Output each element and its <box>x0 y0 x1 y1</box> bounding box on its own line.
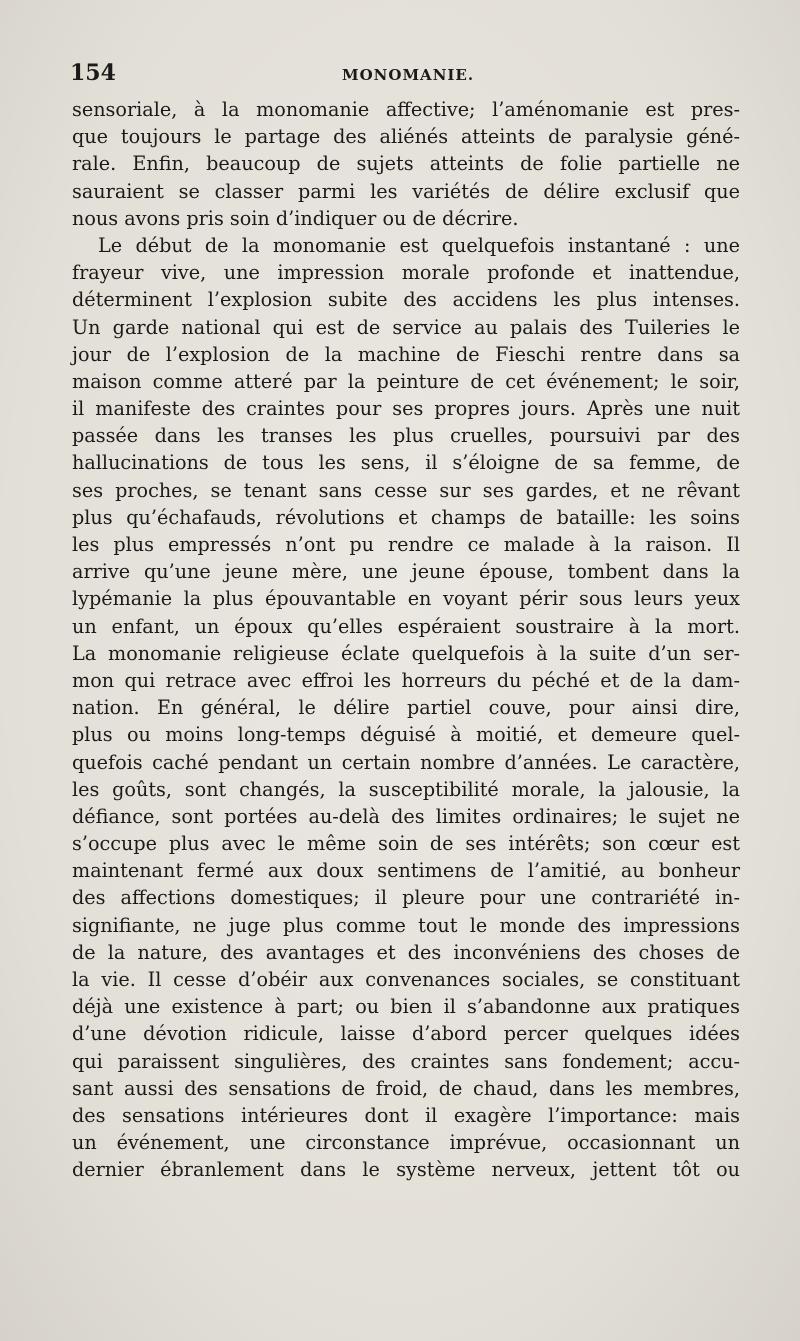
text-line: défiance, sont portées au-delà des limites ordinaires; le sujet ne <box>72 804 740 828</box>
text-line: Le début de la monomanie est quelquefois instantané : une <box>98 233 740 257</box>
text-line: ses proches, se tenant sans cesse sur ses gardes, et ne rêvant <box>72 478 740 502</box>
text-line: dernier ébranlement dans le système nerveux, jettent tôt ou <box>72 1158 740 1182</box>
text-line: s’occupe plus avec le même soin de ses intérêts; son cœur est <box>72 832 740 856</box>
text-line: signifiante, ne juge plus comme tout le monde des impressions <box>72 913 740 937</box>
text-line: maintenant fermé aux doux sentimens de l’amitié, au bonheur <box>72 859 740 883</box>
text-line: hallucinations de tous les sens, il s’éloigne de sa femme, de <box>72 451 740 475</box>
text-line: lypémanie la plus épouvantable en voyant périr sous leurs yeux <box>72 587 740 611</box>
text-line: de la nature, des avantages et des inconvéniens des choses de <box>72 940 740 964</box>
text-line: sensoriale, à la monomanie affective; l’aménomanie est pres- <box>72 98 740 121</box>
text-line: La monomanie religieuse éclate quelquefois à la suite d’un ser- <box>72 641 740 665</box>
text-line: mon qui retrace avec effroi les horreurs du péché et de la dam- <box>72 668 740 692</box>
text-line: nation. En général, le délire partiel couve, pour ainsi dire, <box>72 696 740 720</box>
page-header <box>70 58 740 88</box>
text-line: il manifeste des craintes pour ses propres jours. Après une nuit <box>72 397 740 421</box>
text-line: plus ou moins long-temps déguisé à moitié, et demeure quel- <box>72 723 740 747</box>
text-line: quefois caché pendant un certain nombre d’années. Le caractère, <box>72 750 740 774</box>
text-line: sauraient se classer parmi les variétés de délire exclusif que <box>72 179 740 203</box>
text-line: des sensations intérieures dont il exagère l’importance: mais <box>72 1103 740 1127</box>
text-line: que toujours le partage des aliénés atteints de paralysie géné- <box>72 125 740 149</box>
text-line: la vie. Il cesse d’obéir aux convenances sociales, se constituant <box>72 968 740 991</box>
text-line: des affections domestiques; il pleure pour une contrariété in- <box>72 886 740 910</box>
body-text <box>72 96 740 1184</box>
text-line: déterminent l’explosion subite des accidens les plus intenses. <box>72 288 740 312</box>
text-line: frayeur vive, une impression morale profonde et inattendue, <box>72 261 740 285</box>
text-line: Un garde national qui est de service au palais des Tuileries le <box>72 315 740 339</box>
text-line: rale. Enfin, beaucoup de sujets atteints de folie partielle ne <box>72 152 740 176</box>
text-line: passée dans les transes les plus cruelles, poursuivi par des <box>72 424 740 448</box>
page-number: 154 <box>70 60 116 86</box>
text-line: plus qu’échafauds, révolutions et champs de bataille: les soins <box>72 505 740 529</box>
text-line: sant aussi des sensations de froid, de chaud, dans les membres, <box>72 1076 740 1100</box>
text-line: maison comme atteré par la peinture de cet événement; le soir, <box>72 369 740 393</box>
running-head: MONOMANIE. <box>342 66 475 84</box>
text-line: qui paraissent singulières, des craintes sans fondement; accu- <box>72 1049 740 1073</box>
text-line: les plus empressés n’ont pu rendre ce malade à la raison. Il <box>72 533 740 556</box>
text-line: jour de l’explosion de la machine de Fieschi rentre dans sa <box>72 342 740 366</box>
text-line: arrive qu’une jeune mère, une jeune épouse, tombent dans la <box>72 560 740 584</box>
text-line: déjà une existence à part; ou bien il s’abandonne aux pratiques <box>72 995 740 1019</box>
text-line: nous avons pris soin d’indiquer ou de décrire. <box>72 206 519 230</box>
text-line: d’une dévotion ridicule, laisse d’abord percer quelques idées <box>72 1022 740 1046</box>
text-line: un événement, une circonstance imprévue, occasionnant un <box>72 1131 740 1155</box>
text-line: les goûts, sont changés, la susceptibilité morale, la jalousie, la <box>72 777 740 801</box>
text-line: un enfant, un époux qu’elles espéraient soustraire à la mort. <box>72 614 740 638</box>
